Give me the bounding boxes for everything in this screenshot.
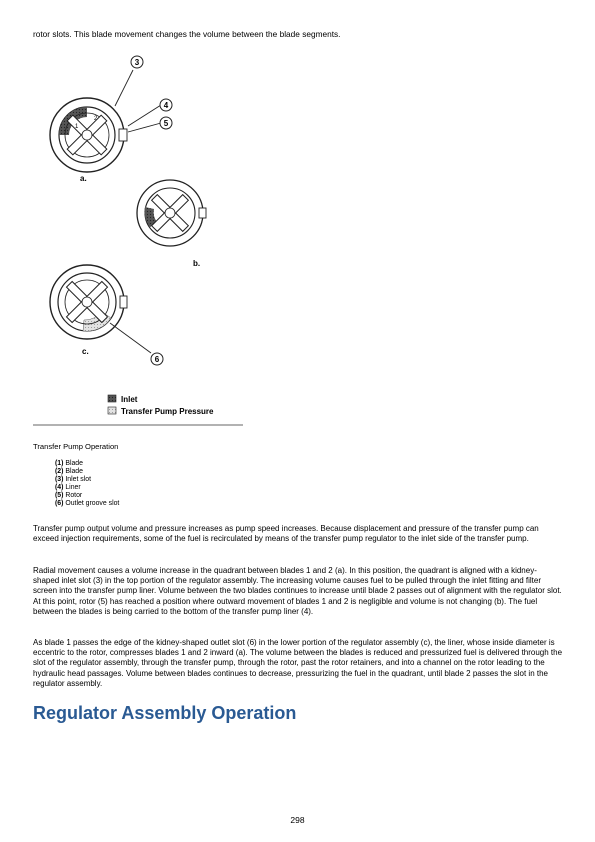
svg-text:3: 3 xyxy=(134,58,140,67)
legend-inlet xyxy=(108,395,138,404)
page-number: 298 xyxy=(290,815,305,825)
blade-mark-2: 2 xyxy=(94,116,98,122)
panel-c-diagram xyxy=(50,265,127,339)
section-heading: Regulator Assembly Operation xyxy=(33,703,297,723)
callout-5 xyxy=(160,117,172,129)
svg-text:Transfer Pump Pressure: Transfer Pump Pressure xyxy=(121,407,214,416)
parts-list xyxy=(55,460,119,509)
svg-text:5: 5 xyxy=(163,119,169,128)
panel-label-a: a. xyxy=(80,174,87,183)
list-item: (3) Inlet slot xyxy=(55,476,92,484)
panel-b-diagram xyxy=(137,180,206,246)
list-item: (4) Liner xyxy=(55,484,81,492)
list-item: (6) Outlet groove slot xyxy=(55,500,120,508)
figure-caption: Transfer Pump Operation xyxy=(33,442,119,451)
panel-label-c: c. xyxy=(82,347,89,356)
paragraph-blade-compression: As blade 1 passes the edge of the kidney-shaped outlet slot (6) in the lower portion of the regulator assembly (c), the liner, whose inside diameter is eccentric to the rotor, compresses blades 1 and 2 inward (a). The volume between the blades is reduced and pressurized fuel is delivered through the slot of the regulator assembly, through the transfer pump, through the rotor, past the rotor retainers, and into a channel on the rotor leading to the hydraulic head passages. Volume between blades continues to decrease, pressurizing the fuel in the quadrant, until blade 2 passes the slot in the regulator assembly. xyxy=(33,638,563,688)
list-item: (5) Rotor xyxy=(55,492,83,500)
panel-label-b: b. xyxy=(193,259,201,268)
callout-3 xyxy=(131,56,143,68)
callout-4 xyxy=(160,99,172,111)
svg-text:4: 4 xyxy=(163,101,169,110)
paragraph-output-volume: Transfer pump output volume and pressure increases as pump speed increases. Because displacement and pressure of the transfer pump can exceed injection requirements, some of the fuel is recirculated by means of the transfer pump regulator to the inlet side of the transfer pump. xyxy=(33,524,539,544)
blade-mark-1: 1 xyxy=(75,124,79,130)
continued-text-line: rotor slots. This blade movement changes the volume between the blade segments. xyxy=(33,29,341,39)
list-item: (2) Blade xyxy=(55,468,83,476)
svg-text:Inlet: Inlet xyxy=(121,395,138,404)
callout-6 xyxy=(151,353,163,365)
list-item: (1) Blade xyxy=(55,460,83,467)
paragraph-radial-movement: Radial movement causes a volume increase in the quadrant between blades 1 and 2 (a). In this position, the quadrant is aligned with a kidney-shaped inlet slot (3) in the top portion of the regulator assembly. The increasing volume causes fuel to be pulled through the inlet fitting and filter screen into the transfer pump liner. Volume between the two blades continues to increase until blade 2 passes out of alignment with the regulator slot. At this point, rotor (5) has reached a position where outward movement of blades 1 and 2 is negligible and volume is not changing (b). The fuel between the blades is being carried to the bottom of the transfer pump liner (4). xyxy=(33,566,562,616)
transfer-pump-figure xyxy=(30,48,250,438)
svg-text:6: 6 xyxy=(154,355,160,364)
panel-a-diagram xyxy=(50,98,127,172)
legend-transfer-pump-pressure xyxy=(108,407,214,416)
